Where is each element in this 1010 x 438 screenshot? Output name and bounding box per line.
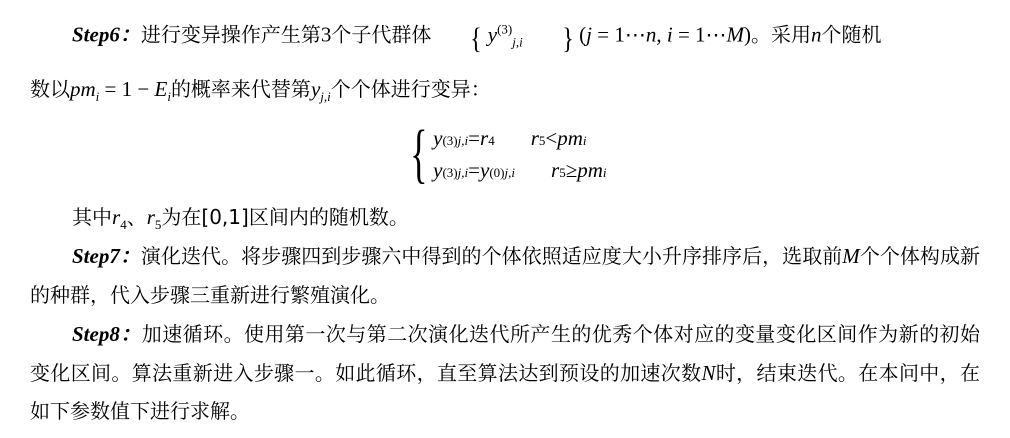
eq1-cond-operator: < (545, 126, 558, 151)
cond-eq-2: = 1 (672, 22, 706, 47)
note-prefix: 其中 (72, 205, 112, 230)
eq2-cond-var: r (551, 158, 560, 183)
eq2-cond-rhs: pm (577, 158, 603, 183)
line2-suffix-text: 个个体进行变异： (330, 76, 491, 101)
paragraph-step6 (30, 10, 980, 69)
step8-var-N: N (701, 360, 716, 385)
step7-text: 演化迭代。将步骤四到步骤六中得到的个体依照适应度大小升序排序后，选取前 (140, 243, 843, 268)
cond-comma: , (656, 22, 667, 47)
line2-mid-text: 的概率来代替第 (170, 76, 311, 101)
cond-var-j: j (586, 22, 593, 47)
step6-var-y-superscript: (3) (497, 21, 513, 37)
step6-var-n: n (811, 22, 822, 47)
note-var-r5: r (146, 205, 155, 230)
note-var-r4: r (112, 205, 121, 230)
line2-var-pm: pm (70, 76, 96, 101)
step6-text-end: 个随机 (821, 22, 882, 47)
step8-label: Step8： (72, 321, 142, 346)
paragraph-step7 (30, 237, 980, 315)
eq1-rhs-var: r (480, 126, 489, 151)
line2-prefix: 数以 (30, 76, 70, 101)
cond-eq-1: = 1 (592, 22, 625, 47)
step6-var-y: y (487, 22, 498, 47)
step6-text-before: 进行变异操作产生第 (140, 22, 321, 47)
eq2-lhs-var: y (433, 158, 443, 183)
note-separator: 、 (126, 205, 147, 230)
cond-ellipsis-2: ⋯ (705, 22, 727, 47)
cond-open-paren: ( (579, 22, 587, 47)
step6-text-after: 。采用 (751, 22, 812, 47)
paragraph-step6-line2 (30, 69, 980, 110)
note-suffix: 为在[0,1]区间内的随机数。 (161, 205, 409, 230)
eq2-cond-operator: ≥ (565, 158, 578, 183)
line2-equation-part: = 1 − (99, 76, 155, 101)
step7-var-M: M (842, 243, 860, 268)
equation-row-1: y (3) j,i = r 4 r 5 < pm i (433, 126, 587, 151)
eq1-lhs-var: y (433, 126, 443, 151)
cond-ellipsis-1: ⋯ (624, 22, 646, 47)
note-var-r4-subscript: 4 (120, 217, 127, 233)
cond-var-M: M (726, 22, 745, 47)
step7-text-2: 个个体构成新的种群，代入步骤三重新进行繁殖演化。 (30, 243, 981, 307)
eq2-rhs-var: y (480, 158, 490, 183)
set-brace-open: { (470, 22, 483, 55)
step7-label: Step7： (72, 243, 141, 268)
step8-text: 加速循环。使用第一次与第二次演化迭代所产生的优秀个体对应的变量变化区间作为新的初始变化区间。算法重新进入步骤一。如此循环，直至算法达到预设的加速次数 (30, 321, 980, 385)
cond-close-paren: ) (744, 22, 752, 47)
cond-var-i: i (666, 22, 673, 47)
equation-rows (431, 126, 606, 183)
line2-var-y-subscript: j,i (320, 88, 331, 104)
eq1-cond-rhs: pm (557, 126, 583, 151)
step6-var-y-subscript: j,i (512, 34, 523, 50)
equation-brace: { (410, 117, 429, 191)
eq1-equals: = (468, 126, 480, 151)
step8-text-2: 时，结束迭代。在本问中，在如下参数值下进行求解。 (30, 360, 981, 424)
paragraph-step8 (30, 315, 980, 432)
line2-var-pm-subscript: i (95, 88, 100, 104)
paragraph-note (30, 198, 980, 237)
equation-row-2: y (3) j,i = y (0) j,i r 5 ≥ pm i (433, 158, 607, 183)
cond-var-n: n (645, 22, 657, 47)
step6-number-3: 3 (320, 22, 332, 47)
step6-label: Step6： (72, 22, 141, 47)
line2-var-y: y (310, 76, 321, 101)
eq1-cond-var: r (530, 126, 539, 151)
set-brace-close: } (562, 22, 574, 55)
note-var-r5-subscript: 5 (154, 217, 162, 233)
line2-var-E-subscript: i (167, 88, 171, 104)
equation-inner (403, 117, 607, 191)
line2-var-E: E (154, 76, 168, 101)
eq2-equals: = (468, 158, 480, 183)
display-equation (30, 117, 980, 191)
step6-text-mid: 个子代群体 (331, 22, 432, 47)
